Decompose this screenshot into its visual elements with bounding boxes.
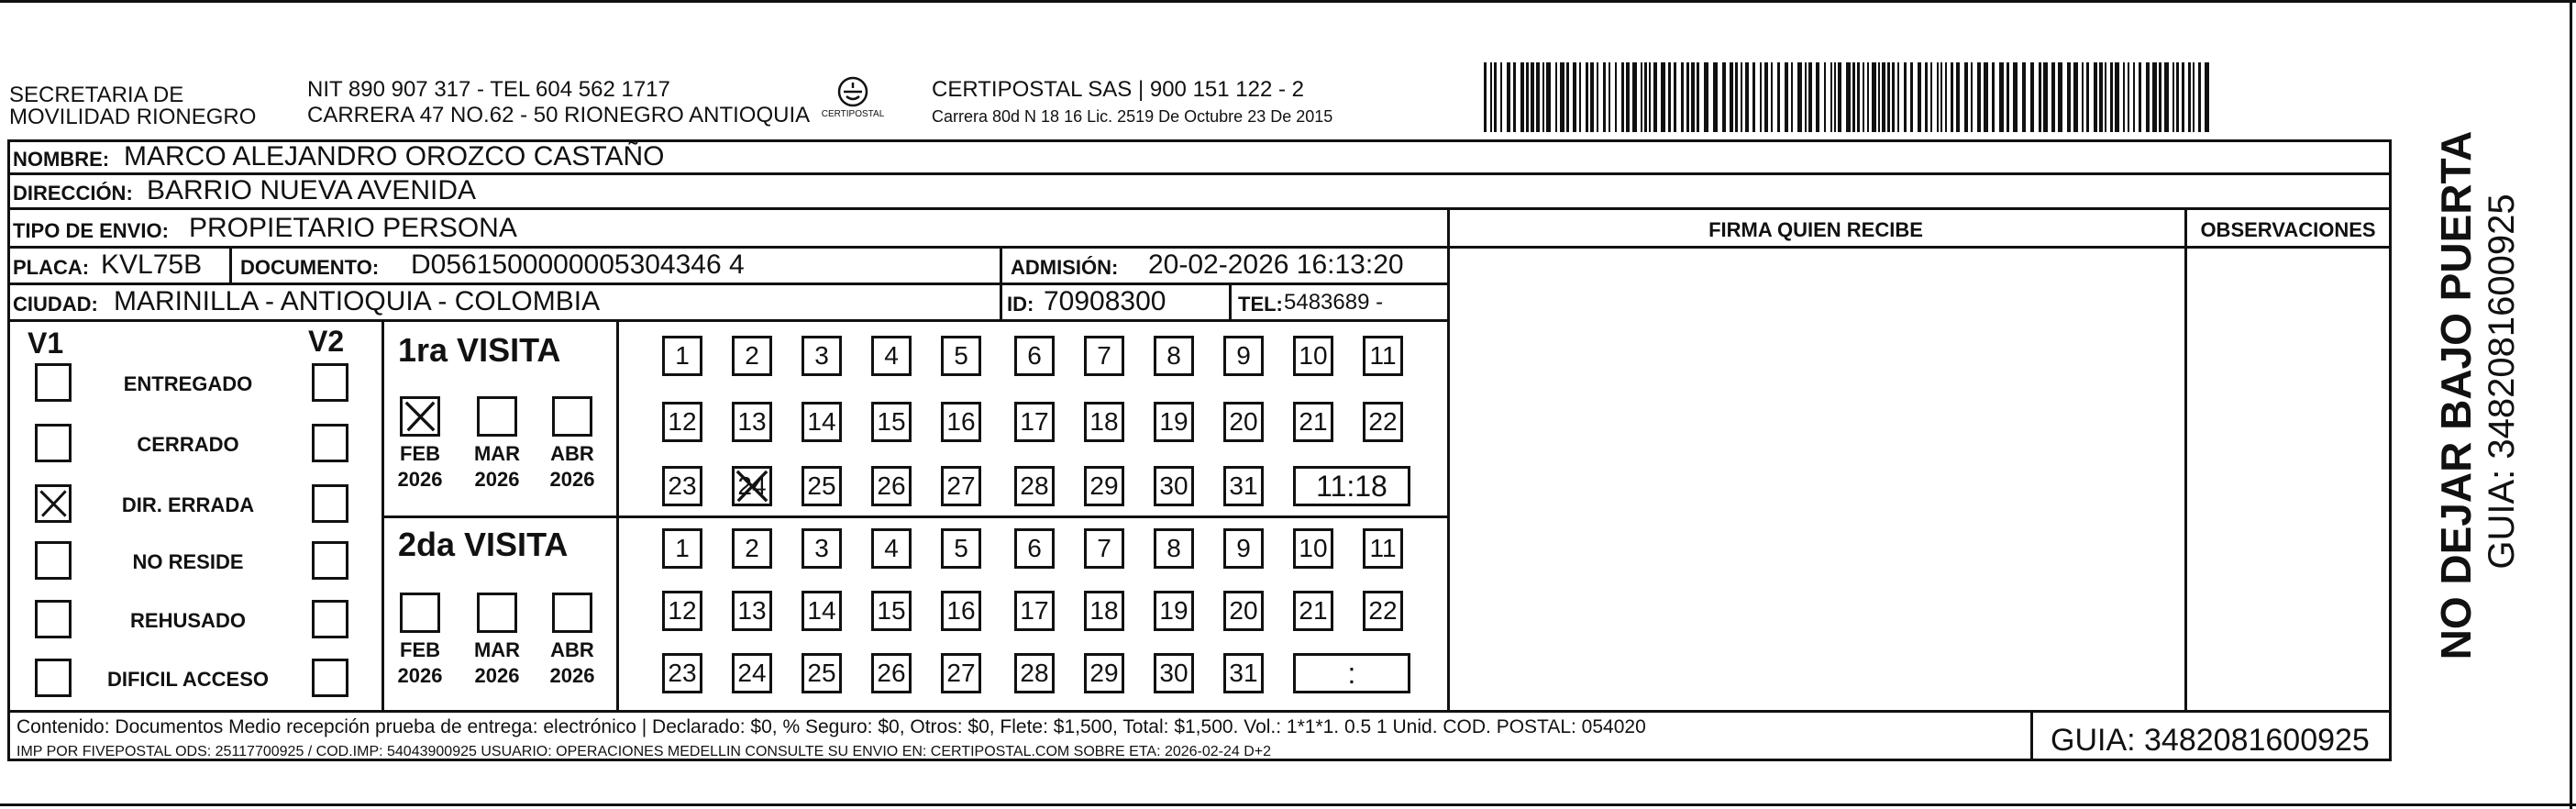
first-visit-day-box[interactable]: 27	[941, 466, 981, 506]
barcode-bar	[2105, 62, 2106, 132]
second-visit-day-box[interactable]: 10	[1293, 528, 1333, 569]
footer-guia: GUIA: 3482081600925	[2051, 723, 2370, 758]
barcode-bar	[1586, 62, 1588, 132]
barcode-bar	[1937, 62, 1939, 132]
barcode-bar	[2188, 62, 2191, 132]
second-visit-day-box[interactable]: 13	[732, 591, 772, 631]
second-visit-day-box[interactable]: 14	[802, 591, 842, 631]
first-visit-month-checkbox[interactable]	[400, 396, 440, 437]
barcode-bar	[1500, 62, 1502, 132]
status-v1-checkbox[interactable]	[35, 363, 72, 402]
barcode-bar	[2128, 62, 2129, 132]
first-visit-day-box[interactable]: 3	[802, 336, 842, 376]
second-visit-day-box[interactable]: 24	[732, 653, 772, 693]
barcode-bar	[1609, 62, 1610, 132]
barcode-bar	[1494, 62, 1497, 132]
barcode-bar	[1791, 62, 1793, 132]
barcode-bar	[1797, 62, 1802, 132]
barcode-bar	[1745, 62, 1749, 132]
courier-info-line2: Carrera 80d N 18 16 Lic. 2519 De Octubre 23 De 2015	[932, 107, 1333, 126]
footer-line1: Contenido: Documentos Medio recepción prueba de entrega: electrónico | Declarado: $0, % Seguro: $0, Otros: $0, Flete: $1,500, Total: $1,500. Vol.: 1*1*1. 0.5 1 Unid. COD. POSTAL: 054020	[17, 716, 1646, 737]
barcode-bar	[1887, 62, 1890, 132]
second-visit-day-box[interactable]: 6	[1014, 528, 1055, 569]
barcode-bar	[1520, 62, 1524, 132]
first-visit-day-box[interactable]: 16	[941, 402, 981, 442]
second-visit-month-label: ABR	[550, 638, 594, 661]
barcode-bar	[1760, 62, 1762, 132]
barcode-bar	[1590, 62, 1594, 132]
second-visit-day-box[interactable]: 8	[1154, 528, 1194, 569]
barcode-bar	[2172, 62, 2174, 132]
first-visit-day-box[interactable]: 7	[1084, 336, 1124, 376]
barcode-bar	[1546, 62, 1551, 132]
barcode-bar	[1697, 62, 1699, 132]
barcode-bar	[1824, 62, 1826, 132]
observaciones-header: OBSERVACIONES	[2200, 218, 2376, 241]
first-visit-day-box[interactable]: 5	[941, 336, 981, 376]
barcode-bar	[1838, 62, 1841, 132]
side-text-block	[2401, 130, 2538, 688]
barcode-bar	[1674, 62, 1676, 132]
barcode-bar	[2205, 62, 2209, 132]
first-visit-day-box[interactable]: 9	[1223, 336, 1264, 376]
barcode-bar	[1777, 62, 1780, 132]
first-visit-day-box[interactable]: 24	[732, 466, 772, 506]
second-visit-day-box[interactable]: 17	[1014, 591, 1055, 631]
second-visit-day-box[interactable]: 18	[1084, 591, 1124, 631]
second-visit-day-box[interactable]: 31	[1223, 653, 1264, 693]
barcode-bar	[1490, 62, 1492, 132]
second-visit-day-box[interactable]: 2	[732, 528, 772, 569]
barcode-bar	[1560, 62, 1564, 132]
barcode-bar	[1704, 62, 1708, 132]
barcode-bar	[2110, 62, 2113, 132]
certipostal-logo	[816, 73, 890, 125]
status-option-label: REHUSADO	[130, 609, 246, 632]
status-v2-checkbox[interactable]	[312, 484, 348, 523]
side-guia: GUIA: 3482081600925	[2482, 194, 2522, 570]
first-visit-month-label: FEB	[400, 442, 440, 465]
barcode-bar	[1513, 62, 1516, 132]
status-v2-checkbox[interactable]	[312, 541, 348, 580]
barcode-bar	[1872, 62, 1876, 132]
barcode-bar	[2176, 62, 2179, 132]
second-visit-day-box[interactable]: 3	[802, 528, 842, 569]
first-visit-month-checkbox[interactable]	[552, 396, 592, 437]
barcode-bar	[2013, 62, 2018, 132]
courier-info-line1: CERTIPOSTAL SAS | 900 151 122 - 2	[932, 77, 1304, 102]
org-nit: NIT 890 907 317 - TEL 604 562 1717	[307, 77, 670, 102]
barcode-bar	[1741, 62, 1742, 132]
status-option-label: DIR. ERRADA	[121, 493, 255, 516]
first-visit-day-box[interactable]: 30	[1154, 466, 1194, 506]
barcode-bar	[1713, 62, 1718, 132]
barcode-bar	[2043, 62, 2048, 132]
status-v2-checkbox[interactable]	[312, 424, 348, 462]
first-visit-day-box[interactable]: 14	[802, 402, 842, 442]
barcode-bar	[1615, 62, 1617, 132]
first-visit-day-box[interactable]: 31	[1223, 466, 1264, 506]
first-visit-day-box[interactable]: 29	[1084, 466, 1124, 506]
barcode-bar	[1834, 62, 1836, 132]
barcode-bar	[1626, 62, 1630, 132]
first-visit-day-box[interactable]: 10	[1293, 336, 1333, 376]
org-name-line1: SECRETARIA DE	[9, 83, 184, 107]
id-label: ID:	[1007, 293, 1034, 316]
first-visit-day-box[interactable]: 19	[1154, 402, 1194, 442]
first-visit-year-label: 2026	[549, 468, 595, 491]
placa-label: PLACA:	[13, 256, 90, 279]
admision-value: 20-02-2026 16:13:20	[1148, 249, 1404, 280]
barcode-bar	[1878, 62, 1880, 132]
second-visit-day-box[interactable]: 4	[871, 528, 912, 569]
barcode-bar	[1830, 62, 1832, 132]
org-address: CARRERA 47 NO.62 - 50 RIONEGRO ANTIOQUIA	[307, 103, 811, 127]
second-visit-month-label: MAR	[473, 638, 521, 661]
barcode-bar	[2094, 62, 2097, 132]
barcode-bar	[1852, 62, 1855, 132]
barcode-bar	[2182, 62, 2184, 132]
barcode-bar	[1668, 62, 1671, 132]
barcode-bar	[2007, 62, 2009, 132]
status-option-label: ENTREGADO	[123, 372, 253, 395]
barcode-bar	[1904, 62, 1907, 132]
tipo-envio-value: PROPIETARIO PERSONA	[189, 213, 517, 243]
placa-value: KVL75B	[101, 249, 203, 280]
barcode-bar	[1722, 62, 1726, 132]
first-visit-title: 1ra VISITA	[398, 331, 561, 369]
barcode-bar	[1892, 62, 1895, 132]
first-visit-day-box[interactable]: 6	[1014, 336, 1055, 376]
second-visit-title: 2da VISITA	[398, 526, 569, 563]
first-visit-day-box[interactable]: 4	[871, 336, 912, 376]
barcode-bar	[2022, 62, 2026, 132]
day-check-mark	[735, 469, 769, 504]
firma-header: FIRMA QUIEN RECIBE	[1708, 218, 1923, 241]
barcode-bar	[1816, 62, 1819, 132]
barcode-bar	[1621, 62, 1624, 132]
barcode-bar	[1597, 62, 1598, 132]
second-visit-year-label: 2026	[474, 664, 520, 687]
ciudad-label: CIUDAD:	[13, 293, 98, 316]
barcode-bar	[2058, 62, 2062, 132]
first-visit-day-box[interactable]: 23	[662, 466, 702, 506]
second-visit-day-box[interactable]: 16	[941, 591, 981, 631]
v2-header: V2	[308, 325, 345, 358]
barcode-bar	[2123, 62, 2125, 132]
second-visit-day-box[interactable]: 29	[1084, 653, 1124, 693]
barcode-bar	[1542, 62, 1544, 132]
barcode-bar	[1730, 62, 1733, 132]
second-visit-year-label: 2026	[549, 664, 595, 687]
footer-line2: IMP POR FIVEPOSTAL ODS: 25117700925 / COD.IMP: 54043900925 USUARIO: OPERACIONES MEDELLIN CONSULTE SU ENVIO EN: CERTIPOSTAL.COM SOBRE ETA: 2026-02-24 D+2	[17, 744, 1272, 759]
second-visit-day-box[interactable]: 12	[662, 591, 702, 631]
barcode-bar	[1641, 62, 1642, 132]
nombre-value: MARCO ALEJANDRO OROZCO CASTAÑO	[124, 141, 665, 172]
barcode-bar	[1808, 62, 1812, 132]
barcode-bar	[1867, 62, 1869, 132]
second-visit-time-box[interactable]: :	[1293, 653, 1410, 693]
first-visit-time-box[interactable]: 11:18	[1293, 466, 1410, 506]
barcode-bar	[1531, 62, 1534, 132]
first-visit-day-box[interactable]: 15	[871, 402, 912, 442]
barcode-bar	[1863, 62, 1864, 132]
barcode-bar	[1573, 62, 1576, 132]
barcode-bar	[2198, 62, 2201, 132]
barcode-bar	[1977, 62, 1981, 132]
barcode-bar	[2051, 62, 2055, 132]
barcode-bar	[2115, 62, 2119, 132]
barcode-bar	[2086, 62, 2089, 132]
barcode-bar	[1964, 62, 1968, 132]
barcode-bar	[1681, 62, 1684, 132]
first-visit-day-box[interactable]: 22	[1363, 402, 1403, 442]
direccion-label: DIRECCIÓN:	[13, 182, 133, 205]
first-visit-month-label: MAR	[473, 442, 521, 465]
barcode-bar	[1644, 62, 1647, 132]
barcode-bar	[1910, 62, 1913, 132]
barcode-bar	[1785, 62, 1788, 132]
v1-header: V1	[28, 327, 64, 360]
status-v1-checkbox[interactable]	[35, 484, 72, 523]
barcode-bar	[1661, 62, 1665, 132]
second-visit-day-box[interactable]: 22	[1363, 591, 1403, 631]
barcode-bar	[1735, 62, 1738, 132]
barcode-bar	[1846, 62, 1851, 132]
barcode	[1484, 62, 2217, 132]
first-visit-day-box[interactable]: 13	[732, 402, 772, 442]
barcode-bar	[2193, 62, 2195, 132]
barcode-bar	[2099, 62, 2103, 132]
second-visit-month-checkbox[interactable]	[400, 593, 440, 633]
barcode-bar	[2159, 62, 2161, 132]
first-visit-year-label: 2026	[397, 468, 443, 491]
first-visit-day-box[interactable]: 25	[802, 466, 842, 506]
logo-text: CERTIPOSTAL	[821, 109, 885, 119]
barcode-bar	[1956, 62, 1960, 132]
second-visit-day-box[interactable]: 23	[662, 653, 702, 693]
barcode-bar	[2073, 62, 2078, 132]
status-v1-checkbox[interactable]	[35, 424, 72, 462]
second-visit-day-box[interactable]: 25	[802, 653, 842, 693]
barcode-bar	[1925, 62, 1928, 132]
barcode-bar	[2164, 62, 2169, 132]
barcode-bar	[1691, 62, 1695, 132]
second-visit-day-box[interactable]: 21	[1293, 591, 1333, 631]
second-visit-day-box[interactable]: 1	[662, 528, 702, 569]
second-visit-day-box[interactable]: 27	[941, 653, 981, 693]
second-visit-day-box[interactable]: 15	[871, 591, 912, 631]
barcode-bar	[1526, 62, 1529, 132]
first-visit-day-box[interactable]: 11	[1363, 336, 1403, 376]
barcode-bar	[1805, 62, 1807, 132]
barcode-bar	[1918, 62, 1921, 132]
first-visit-day-box[interactable]: 26	[871, 466, 912, 506]
barcode-bar	[1882, 62, 1885, 132]
barcode-bar	[2067, 62, 2071, 132]
first-visit-day-box[interactable]: 8	[1154, 336, 1194, 376]
first-visit-day-box[interactable]: 12	[662, 402, 702, 442]
second-visit-day-box[interactable]: 5	[941, 528, 981, 569]
tel-value: 5483689 -	[1284, 290, 1384, 315]
direccion-value: BARRIO NUEVA AVENIDA	[147, 175, 476, 205]
status-v1-checkbox[interactable]	[35, 541, 72, 580]
second-visit-day-box[interactable]: 7	[1084, 528, 1124, 569]
side-warning: NO DEJAR BAJO PUERTA	[2432, 130, 2480, 660]
barcode-bar	[1579, 62, 1581, 132]
second-visit-day-box[interactable]: 11	[1363, 528, 1403, 569]
first-visit-day-box[interactable]: 2	[732, 336, 772, 376]
second-visit-day-box[interactable]: 30	[1154, 653, 1194, 693]
barcode-bar	[2152, 62, 2157, 132]
barcode-bar	[1951, 62, 1953, 132]
barcode-bar	[2133, 62, 2135, 132]
org-name-line2: MOVILIDAD RIONEGRO	[9, 105, 257, 129]
first-visit-day-box[interactable]: 17	[1014, 402, 1055, 442]
second-visit-month-label: FEB	[400, 638, 440, 661]
second-visit-day-box[interactable]: 28	[1014, 653, 1055, 693]
barcode-bar	[1945, 62, 1947, 132]
barcode-bar	[1632, 62, 1637, 132]
tipo-envio-label: TIPO DE ENVIO:	[13, 219, 169, 242]
barcode-bar	[1484, 62, 1487, 132]
barcode-bar	[1971, 62, 1973, 132]
first-visit-day-box[interactable]: 21	[1293, 402, 1333, 442]
status-v1-checkbox[interactable]	[35, 659, 72, 697]
barcode-bar	[1992, 62, 1995, 132]
id-value: 70908300	[1044, 286, 1166, 316]
second-visit-day-box[interactable]: 26	[871, 653, 912, 693]
first-visit-day-box[interactable]: 20	[1223, 402, 1264, 442]
first-visit-day-box[interactable]: 1	[662, 336, 702, 376]
barcode-bar	[1507, 62, 1510, 132]
nombre-label: NOMBRE:	[13, 148, 110, 171]
admision-label: ADMISIÓN:	[1011, 256, 1119, 279]
first-visit-month-label: ABR	[550, 442, 594, 465]
ciudad-value: MARINILLA - ANTIOQUIA - COLOMBIA	[114, 286, 601, 316]
barcode-bar	[1930, 62, 1932, 132]
second-visit-day-box[interactable]: 19	[1154, 591, 1194, 631]
barcode-bar	[1984, 62, 1988, 132]
second-visit-day-box[interactable]: 20	[1223, 591, 1264, 631]
second-visit-month-checkbox[interactable]	[552, 593, 592, 633]
tel-label: TEL:	[1238, 293, 1283, 316]
first-visit-year-label: 2026	[474, 468, 520, 491]
second-visit-year-label: 2026	[397, 664, 443, 687]
documento-value: D0561500000005304346 4	[411, 249, 745, 280]
barcode-bar	[2146, 62, 2150, 132]
barcode-bar	[1603, 62, 1606, 132]
barcode-bar	[2039, 62, 2041, 132]
barcode-bar	[1686, 62, 1689, 132]
status-v2-checkbox[interactable]	[312, 659, 348, 697]
status-v2-checkbox[interactable]	[312, 600, 348, 638]
status-v1-checkbox[interactable]	[35, 600, 72, 638]
second-visit-month-checkbox[interactable]	[477, 593, 517, 633]
barcode-bar	[1999, 62, 2004, 132]
barcode-bar	[2082, 62, 2084, 132]
barcode-bar	[1555, 62, 1557, 132]
barcode-bar	[1764, 62, 1768, 132]
first-visit-day-box[interactable]: 18	[1084, 402, 1124, 442]
status-option-label: DIFICIL ACCESO	[106, 668, 269, 691]
barcode-bar	[1566, 62, 1569, 132]
documento-label: DOCUMENTO:	[240, 256, 380, 279]
barcode-bar	[1649, 62, 1651, 132]
first-visit-month-checkbox[interactable]	[477, 396, 517, 437]
first-visit-day-box[interactable]: 28	[1014, 466, 1055, 506]
status-option-label: CERRADO	[137, 433, 239, 456]
status-option-label: NO RESIDE	[132, 550, 244, 573]
second-visit-day-box[interactable]: 9	[1223, 528, 1264, 569]
barcode-bar	[1771, 62, 1773, 132]
barcode-bar	[2139, 62, 2141, 132]
barcode-bar	[1752, 62, 1755, 132]
barcode-bar	[1653, 62, 1657, 132]
barcode-bar	[2030, 62, 2034, 132]
barcode-bar	[1536, 62, 1540, 132]
barcode-bar	[1897, 62, 1899, 132]
barcode-bar	[1940, 62, 1942, 132]
status-v2-checkbox[interactable]	[312, 363, 348, 402]
barcode-bar	[1857, 62, 1860, 132]
